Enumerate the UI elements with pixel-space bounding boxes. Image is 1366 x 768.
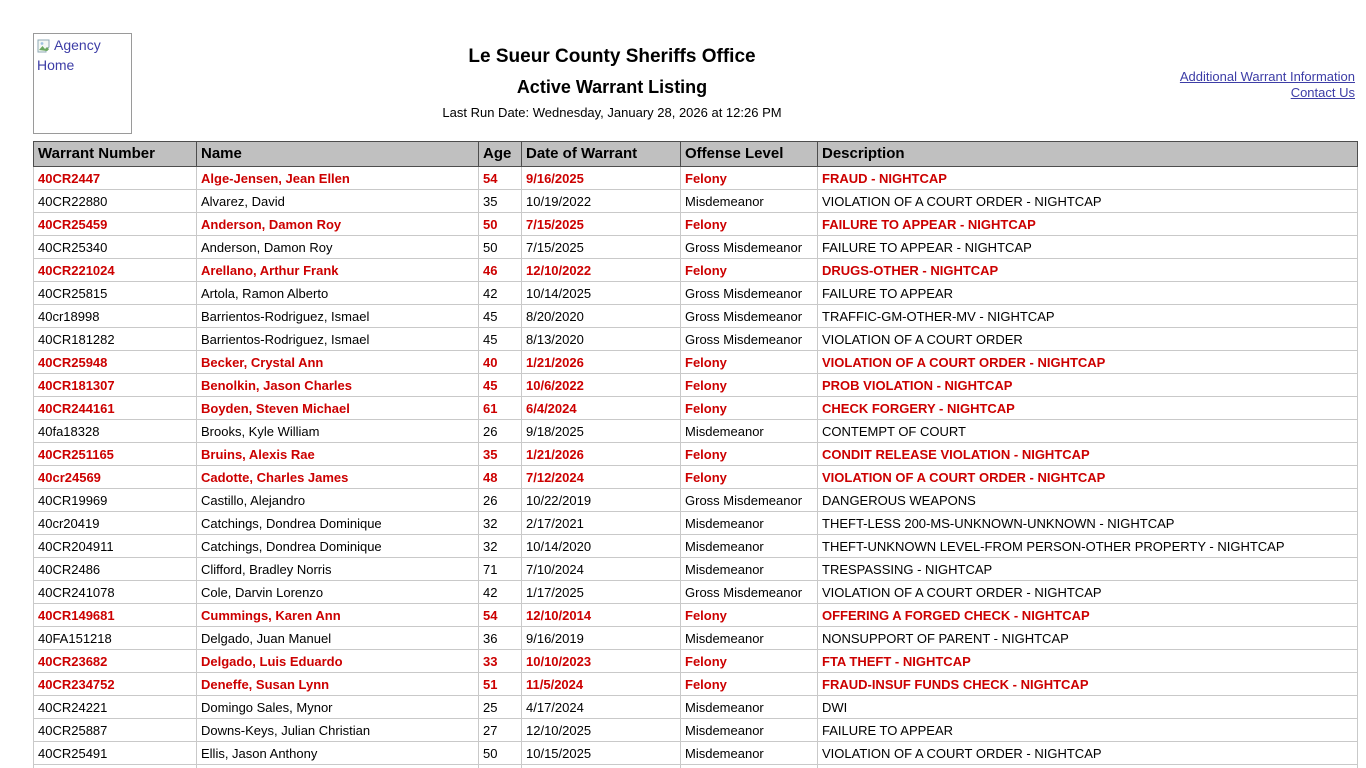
cell-description: THEFT-UNKNOWN LEVEL-FROM PERSON-OTHER PROPERTY - NIGHTCAP — [818, 535, 1358, 558]
table-row — [34, 259, 1358, 282]
cell-warrant-number: 40FA151218 — [34, 627, 197, 650]
cell-description: FRAUD-INSUF FUNDS CHECK - NIGHTCAP — [818, 673, 1358, 696]
cell-offense-level: Gross Misdemeanor — [681, 236, 818, 259]
cell-offense-level: Felony — [681, 259, 818, 282]
cell-description: NONSUPPORT OF PARENT - NIGHTCAP — [818, 627, 1358, 650]
cell-date: 1/21/2026 — [522, 351, 681, 374]
cell-age: 32 — [479, 512, 522, 535]
cell-warrant-number: 40CR25459 — [34, 213, 197, 236]
cell-date: 6/4/2024 — [522, 397, 681, 420]
cell-date: 10/19/2022 — [522, 190, 681, 213]
cell-name: Cummings, Karen Ann — [197, 604, 479, 627]
cell-name: Arellano, Arthur Frank — [197, 259, 479, 282]
cell-offense-level: Misdemeanor — [681, 719, 818, 742]
cell-description: DANGEROUS WEAPONS — [818, 489, 1358, 512]
cell-date: 10/15/2025 — [522, 742, 681, 765]
col-header-warrant-number: Warrant Number — [34, 142, 197, 167]
cell-age: 46 — [479, 259, 522, 282]
cell-offense-level: Misdemeanor — [681, 420, 818, 443]
cell-warrant-number: 40CR2486 — [34, 558, 197, 581]
cell-warrant-number: 40CR25815 — [34, 282, 197, 305]
table-row — [34, 397, 1358, 420]
cell-name: Downs-Keys, Julian Christian — [197, 719, 479, 742]
col-header-offense-level: Offense Level — [681, 142, 818, 167]
cell-warrant-number: 40CR19969 — [34, 489, 197, 512]
cell-offense-level: Felony — [681, 213, 818, 236]
cell-warrant-number: 40CR181282 — [34, 328, 197, 351]
cell-description: VIOLATION OF A COURT ORDER - NIGHTCAP — [818, 581, 1358, 604]
warrant-table — [33, 141, 1358, 768]
cell-description: VIOLATION OF A COURT ORDER - NIGHTCAP — [818, 466, 1358, 489]
page-title: Le Sueur County Sheriffs Office — [468, 46, 756, 67]
table-row — [34, 604, 1358, 627]
cell-description: TRESPASSING - NIGHTCAP — [818, 558, 1358, 581]
cell-empty — [34, 765, 197, 768]
cell-date: 8/13/2020 — [522, 328, 681, 351]
cell-name: Catchings, Dondrea Dominique — [197, 512, 479, 535]
cell-offense-level: Felony — [681, 673, 818, 696]
cell-age: 51 — [479, 673, 522, 696]
cell-name: Brooks, Kyle William — [197, 420, 479, 443]
cell-age: 61 — [479, 397, 522, 420]
cell-date: 9/16/2025 — [522, 167, 681, 190]
cell-date: 9/18/2025 — [522, 420, 681, 443]
cell-description: FAILURE TO APPEAR - NIGHTCAP — [818, 236, 1358, 259]
cell-name: Benolkin, Jason Charles — [197, 374, 479, 397]
cell-age: 25 — [479, 696, 522, 719]
cell-offense-level: Gross Misdemeanor — [681, 581, 818, 604]
cell-offense-level: Felony — [681, 397, 818, 420]
cell-empty — [681, 765, 818, 768]
cell-warrant-number: 40CR244161 — [34, 397, 197, 420]
cell-date: 7/12/2024 — [522, 466, 681, 489]
table-row — [34, 650, 1358, 673]
cell-age: 40 — [479, 351, 522, 374]
table-row — [34, 466, 1358, 489]
cell-date: 11/5/2024 — [522, 673, 681, 696]
cell-offense-level: Misdemeanor — [681, 627, 818, 650]
cell-warrant-number: 40CR221024 — [34, 259, 197, 282]
cell-warrant-number: 40CR149681 — [34, 604, 197, 627]
table-row-partial — [34, 765, 1358, 768]
cell-date: 12/10/2025 — [522, 719, 681, 742]
contact-us-link[interactable]: Contact Us — [1290, 85, 1355, 100]
table-row — [34, 489, 1358, 512]
cell-age: 54 — [479, 604, 522, 627]
cell-description: CONDIT RELEASE VIOLATION - NIGHTCAP — [818, 443, 1358, 466]
cell-warrant-number: 40CR204911 — [34, 535, 197, 558]
cell-empty — [818, 765, 1358, 768]
table-row — [34, 374, 1358, 397]
cell-age: 45 — [479, 305, 522, 328]
table-row — [34, 282, 1358, 305]
cell-name: Delgado, Luis Eduardo — [197, 650, 479, 673]
cell-offense-level: Felony — [681, 351, 818, 374]
table-row — [34, 420, 1358, 443]
agency-home-label: Agency Home — [37, 37, 101, 73]
cell-date: 10/6/2022 — [522, 374, 681, 397]
table-row — [34, 328, 1358, 351]
cell-age: 27 — [479, 719, 522, 742]
cell-warrant-number: 40CR22880 — [34, 190, 197, 213]
table-row — [34, 512, 1358, 535]
cell-offense-level: Gross Misdemeanor — [681, 282, 818, 305]
cell-name: Delgado, Juan Manuel — [197, 627, 479, 650]
cell-age: 45 — [479, 374, 522, 397]
cell-name: Alge-Jensen, Jean Ellen — [197, 167, 479, 190]
agency-home-link[interactable] — [33, 33, 132, 134]
cell-age: 50 — [479, 213, 522, 236]
cell-offense-level: Misdemeanor — [681, 512, 818, 535]
cell-date: 9/16/2019 — [522, 627, 681, 650]
cell-age: 26 — [479, 489, 522, 512]
cell-name: Catchings, Dondrea Dominique — [197, 535, 479, 558]
cell-warrant-number: 40CR25948 — [34, 351, 197, 374]
cell-name: Barrientos-Rodriguez, Ismael — [197, 328, 479, 351]
table-row — [34, 167, 1358, 190]
cell-offense-level: Gross Misdemeanor — [681, 328, 818, 351]
table-row — [34, 558, 1358, 581]
cell-description: VIOLATION OF A COURT ORDER - NIGHTCAP — [818, 351, 1358, 374]
additional-warrant-info-link[interactable]: Additional Warrant Information — [1179, 69, 1355, 84]
cell-name: Anderson, Damon Roy — [197, 236, 479, 259]
cell-empty — [522, 765, 681, 768]
table-row — [34, 190, 1358, 213]
cell-age: 26 — [479, 420, 522, 443]
cell-name: Anderson, Damon Roy — [197, 213, 479, 236]
cell-age: 45 — [479, 328, 522, 351]
cell-offense-level: Felony — [681, 604, 818, 627]
cell-warrant-number: 40cr24569 — [34, 466, 197, 489]
cell-description: FAILURE TO APPEAR — [818, 719, 1358, 742]
cell-description: DWI — [818, 696, 1358, 719]
table-row — [34, 213, 1358, 236]
cell-date: 1/17/2025 — [522, 581, 681, 604]
top-links — [1180, 69, 1355, 101]
cell-name: Barrientos-Rodriguez, Ismael — [197, 305, 479, 328]
cell-description: PROB VIOLATION - NIGHTCAP — [818, 374, 1358, 397]
page — [33, 0, 1357, 768]
cell-age: 42 — [479, 282, 522, 305]
cell-offense-level: Felony — [681, 443, 818, 466]
cell-description: DRUGS-OTHER - NIGHTCAP — [818, 259, 1358, 282]
table-row — [34, 719, 1358, 742]
cell-date: 10/14/2025 — [522, 282, 681, 305]
last-run-date: Last Run Date: Wednesday, January 28, 2026 at 12:26 PM — [442, 105, 782, 120]
page-subtitle: Active Warrant Listing — [516, 77, 708, 97]
table-row — [34, 535, 1358, 558]
cell-offense-level: Misdemeanor — [681, 742, 818, 765]
cell-date: 7/15/2025 — [522, 213, 681, 236]
cell-description: CHECK FORGERY - NIGHTCAP — [818, 397, 1358, 420]
cell-age: 54 — [479, 167, 522, 190]
cell-name: Ellis, Jason Anthony — [197, 742, 479, 765]
cell-warrant-number: 40CR25340 — [34, 236, 197, 259]
cell-name: Domingo Sales, Mynor — [197, 696, 479, 719]
cell-warrant-number: 40CR2447 — [34, 167, 197, 190]
cell-description: VIOLATION OF A COURT ORDER — [818, 328, 1358, 351]
cell-description: FAILURE TO APPEAR — [818, 282, 1358, 305]
cell-warrant-number: 40fa18328 — [34, 420, 197, 443]
cell-date: 10/10/2023 — [522, 650, 681, 673]
cell-name: Boyden, Steven Michael — [197, 397, 479, 420]
warrant-table-body — [34, 167, 1358, 768]
cell-description: CONTEMPT OF COURT — [818, 420, 1358, 443]
cell-date: 1/21/2026 — [522, 443, 681, 466]
col-header-description: Description — [818, 142, 1358, 167]
title-block — [33, 0, 1357, 120]
cell-warrant-number: 40cr18998 — [34, 305, 197, 328]
cell-warrant-number: 40CR25491 — [34, 742, 197, 765]
table-row — [34, 673, 1358, 696]
cell-name: Alvarez, David — [197, 190, 479, 213]
cell-name: Cadotte, Charles James — [197, 466, 479, 489]
table-row — [34, 696, 1358, 719]
cell-date: 10/14/2020 — [522, 535, 681, 558]
cell-date: 7/15/2025 — [522, 236, 681, 259]
table-row — [34, 305, 1358, 328]
cell-date: 2/17/2021 — [522, 512, 681, 535]
cell-age: 50 — [479, 236, 522, 259]
col-header-name: Name — [197, 142, 479, 167]
cell-age: 71 — [479, 558, 522, 581]
cell-warrant-number: 40cr20419 — [34, 512, 197, 535]
cell-age: 33 — [479, 650, 522, 673]
cell-warrant-number: 40CR23682 — [34, 650, 197, 673]
cell-name: Clifford, Bradley Norris — [197, 558, 479, 581]
cell-age: 50 — [479, 742, 522, 765]
cell-age: 32 — [479, 535, 522, 558]
cell-date: 7/10/2024 — [522, 558, 681, 581]
cell-offense-level: Gross Misdemeanor — [681, 489, 818, 512]
table-row — [34, 236, 1358, 259]
cell-age: 35 — [479, 190, 522, 213]
cell-description: FAILURE TO APPEAR - NIGHTCAP — [818, 213, 1358, 236]
cell-offense-level: Felony — [681, 374, 818, 397]
cell-warrant-number: 40CR234752 — [34, 673, 197, 696]
cell-description: TRAFFIC-GM-OTHER-MV - NIGHTCAP — [818, 305, 1358, 328]
cell-date: 8/20/2020 — [522, 305, 681, 328]
cell-description: THEFT-LESS 200-MS-UNKNOWN-UNKNOWN - NIGHTCAP — [818, 512, 1358, 535]
cell-description: OFFERING A FORGED CHECK - NIGHTCAP — [818, 604, 1358, 627]
cell-warrant-number: 40CR25887 — [34, 719, 197, 742]
cell-date: 4/17/2024 — [522, 696, 681, 719]
cell-warrant-number: 40CR181307 — [34, 374, 197, 397]
cell-age: 36 — [479, 627, 522, 650]
cell-name: Deneffe, Susan Lynn — [197, 673, 479, 696]
cell-offense-level: Misdemeanor — [681, 190, 818, 213]
cell-name: Artola, Ramon Alberto — [197, 282, 479, 305]
cell-offense-level: Misdemeanor — [681, 558, 818, 581]
cell-offense-level: Misdemeanor — [681, 535, 818, 558]
cell-offense-level: Felony — [681, 466, 818, 489]
cell-description: FTA THEFT - NIGHTCAP — [818, 650, 1358, 673]
cell-age: 42 — [479, 581, 522, 604]
broken-image-icon — [37, 39, 52, 57]
cell-age: 35 — [479, 443, 522, 466]
table-row — [34, 351, 1358, 374]
cell-offense-level: Felony — [681, 650, 818, 673]
col-header-age: Age — [479, 142, 522, 167]
cell-offense-level: Gross Misdemeanor — [681, 305, 818, 328]
table-header-row — [34, 142, 1358, 167]
cell-warrant-number: 40CR24221 — [34, 696, 197, 719]
cell-name: Becker, Crystal Ann — [197, 351, 479, 374]
table-row — [34, 627, 1358, 650]
cell-description: FRAUD - NIGHTCAP — [818, 167, 1358, 190]
page-header — [33, 0, 1357, 141]
cell-date: 12/10/2022 — [522, 259, 681, 282]
col-header-date: Date of Warrant — [522, 142, 681, 167]
cell-name: Castillo, Alejandro — [197, 489, 479, 512]
cell-empty — [479, 765, 522, 768]
table-row — [34, 443, 1358, 466]
cell-warrant-number: 40CR241078 — [34, 581, 197, 604]
table-row — [34, 742, 1358, 765]
cell-name: Bruins, Alexis Rae — [197, 443, 479, 466]
cell-description: VIOLATION OF A COURT ORDER - NIGHTCAP — [818, 742, 1358, 765]
cell-age: 48 — [479, 466, 522, 489]
cell-offense-level: Felony — [681, 167, 818, 190]
cell-offense-level: Misdemeanor — [681, 696, 818, 719]
cell-empty — [197, 765, 479, 768]
table-row — [34, 581, 1358, 604]
cell-name: Cole, Darvin Lorenzo — [197, 581, 479, 604]
cell-date: 10/22/2019 — [522, 489, 681, 512]
cell-date: 12/10/2014 — [522, 604, 681, 627]
cell-warrant-number: 40CR251165 — [34, 443, 197, 466]
cell-description: VIOLATION OF A COURT ORDER - NIGHTCAP — [818, 190, 1358, 213]
